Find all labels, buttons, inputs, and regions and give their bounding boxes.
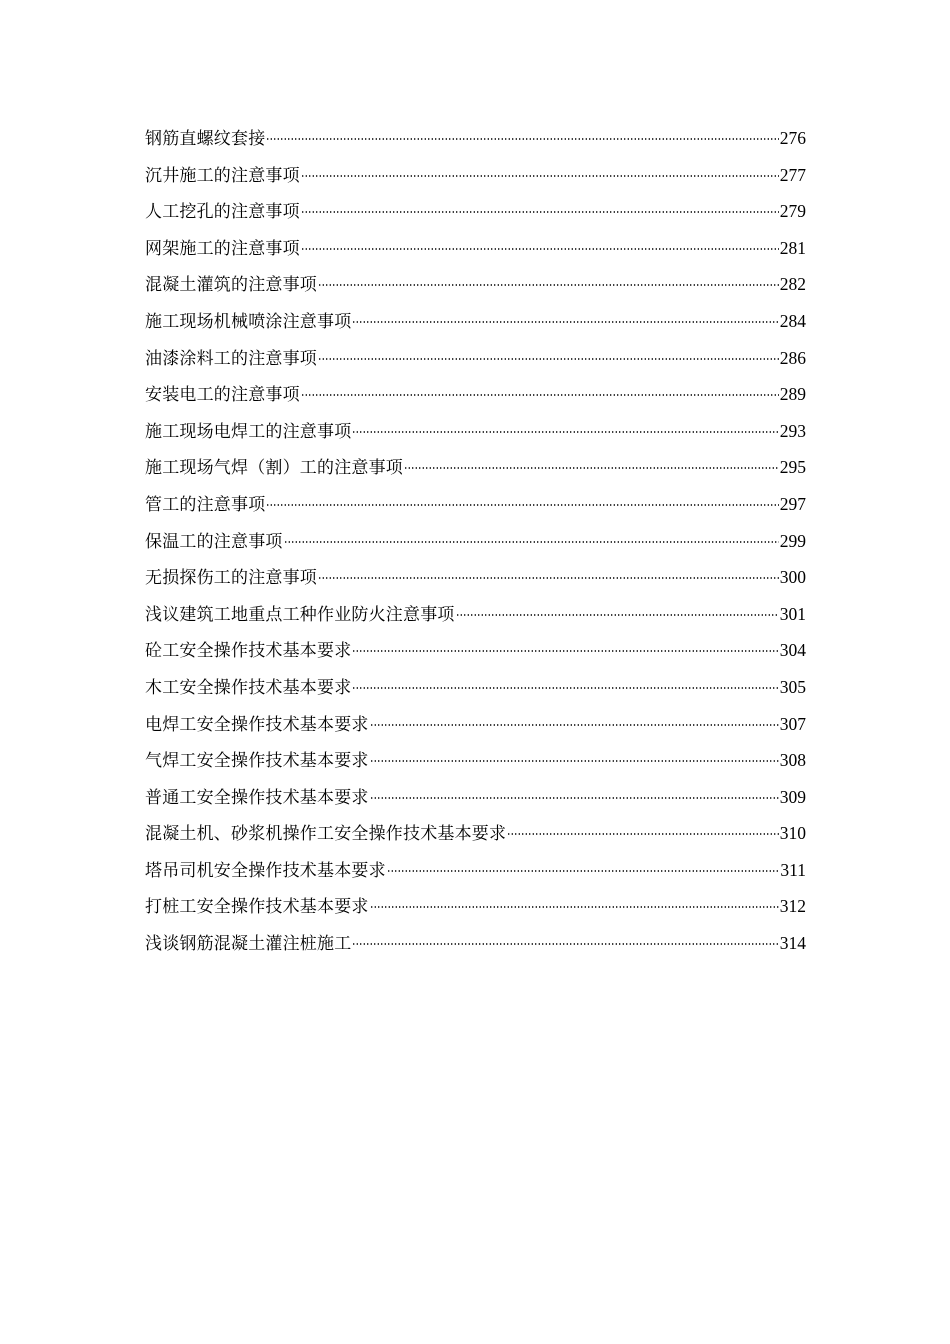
toc-entry-title: 气焊工安全操作技术基本要求 [145, 751, 369, 772]
toc-dot-leader [352, 943, 778, 945]
toc-entry[interactable] [145, 596, 806, 633]
toc-entry-title: 混凝土灌筑的注意事项 [145, 275, 317, 296]
toc-entry[interactable] [145, 779, 806, 816]
toc-entry-page-number: 281 [779, 237, 806, 258]
toc-dot-leader [370, 760, 779, 762]
toc-dot-leader [301, 394, 779, 396]
toc-entry-title: 混凝土机、砂浆机操作工安全操作技术基本要求 [145, 824, 507, 845]
toc-dot-leader [301, 248, 779, 250]
toc-entry-page-number: 279 [779, 201, 806, 222]
toc-entry-page-number: 310 [779, 823, 806, 844]
toc-entry-title: 施工现场机械喷涂注意事项 [145, 311, 352, 332]
toc-entry[interactable] [145, 852, 806, 889]
toc-dot-leader [301, 211, 779, 213]
toc-entry-page-number: 300 [779, 567, 806, 588]
toc-entry[interactable] [145, 376, 806, 413]
toc-entry[interactable] [145, 523, 806, 560]
toc-entry-page-number: 305 [779, 676, 806, 697]
toc-dot-leader [370, 906, 779, 908]
toc-entry-page-number: 289 [779, 384, 806, 405]
toc-entry-page-number: 276 [779, 128, 806, 148]
toc-dot-leader [266, 504, 778, 506]
toc-dot-leader [352, 321, 778, 323]
toc-entry[interactable] [145, 266, 806, 303]
toc-entry-title: 钢筋直螺纹套接 [145, 129, 266, 149]
toc-entry-title: 施工现场气焊（割）工的注意事项 [145, 458, 403, 479]
toc-entry[interactable] [145, 925, 806, 962]
toc-entry-page-number: 282 [779, 274, 806, 295]
toc-entry[interactable] [145, 413, 806, 450]
toc-entry-title: 木工安全操作技术基本要求 [145, 677, 352, 698]
toc-entry-title: 油漆涂料工的注意事项 [145, 348, 317, 369]
toc-entry[interactable] [145, 157, 806, 194]
toc-dot-leader [456, 614, 779, 616]
toc-entry-title: 网架施工的注意事项 [145, 238, 300, 259]
toc-entry[interactable] [145, 193, 806, 230]
toc-dot-leader [507, 833, 779, 835]
toc-entry[interactable] [145, 888, 806, 925]
toc-entry-title: 人工挖孔的注意事项 [145, 202, 300, 223]
toc-dot-leader [352, 687, 778, 689]
toc-entry[interactable] [145, 230, 806, 267]
toc-dot-leader [404, 467, 779, 469]
toc-entry-title: 塔吊司机安全操作技术基本要求 [145, 860, 386, 881]
toc-dot-leader [352, 650, 778, 652]
toc-entry-page-number: 308 [779, 750, 806, 771]
toc-entry-page-number: 307 [779, 713, 806, 734]
toc-entry-page-number: 312 [779, 896, 806, 917]
toc-entry-title: 电焊工安全操作技术基本要求 [145, 714, 369, 735]
toc-entry-page-number: 277 [779, 164, 806, 185]
toc-entry-title: 安装电工的注意事项 [145, 385, 300, 406]
toc-entry[interactable] [145, 706, 806, 743]
toc-entry[interactable] [145, 340, 806, 377]
toc-entry-page-number: 311 [780, 859, 806, 880]
toc-dot-leader [318, 577, 779, 579]
toc-entry-page-number: 304 [779, 640, 806, 661]
toc-entry-page-number: 309 [779, 786, 806, 807]
toc-entry-title: 施工现场电焊工的注意事项 [145, 421, 352, 442]
toc-entry-title: 浅谈钢筋混凝土灌注桩施工 [145, 934, 352, 955]
toc-entry-page-number: 293 [779, 420, 806, 441]
toc-dot-leader [370, 724, 779, 726]
toc-entry-title: 保温工的注意事项 [145, 531, 283, 552]
toc-entry-page-number: 301 [779, 603, 806, 624]
toc-entry-page-number: 297 [779, 493, 806, 514]
toc-entry[interactable] [145, 486, 806, 523]
toc-dot-leader [370, 797, 779, 799]
toc-dot-leader [318, 358, 779, 360]
toc-entry[interactable] [145, 303, 806, 340]
toc-dot-leader [284, 541, 779, 543]
toc-dot-leader [352, 431, 778, 433]
toc-entry-title: 浅议建筑工地重点工种作业防火注意事项 [145, 604, 455, 625]
toc-entry-title: 打桩工安全操作技术基本要求 [145, 897, 369, 918]
toc-entry[interactable] [145, 669, 806, 706]
toc-entry[interactable] [145, 632, 806, 669]
toc-entry-title: 无损探伤工的注意事项 [145, 568, 317, 589]
toc-entry-page-number: 299 [779, 530, 806, 551]
toc-dot-leader [318, 284, 779, 286]
toc-dot-leader [387, 870, 780, 872]
toc-entry-title: 砼工安全操作技术基本要求 [145, 641, 352, 662]
table-of-contents [145, 120, 806, 962]
toc-entry[interactable] [145, 815, 806, 852]
toc-entry-title: 沉井施工的注意事项 [145, 165, 300, 186]
toc-dot-leader [301, 175, 779, 177]
toc-entry-page-number: 286 [779, 347, 806, 368]
toc-entry[interactable] [145, 742, 806, 779]
toc-entry[interactable] [145, 120, 806, 157]
toc-entry[interactable] [145, 449, 806, 486]
toc-entry-title: 普通工安全操作技术基本要求 [145, 787, 369, 808]
toc-entry-page-number: 314 [779, 933, 806, 954]
toc-entry-page-number: 284 [779, 310, 806, 331]
toc-entry[interactable] [145, 559, 806, 596]
toc-entry-page-number: 295 [779, 457, 806, 478]
toc-entry-title: 管工的注意事项 [145, 494, 266, 515]
toc-dot-leader [266, 138, 778, 140]
